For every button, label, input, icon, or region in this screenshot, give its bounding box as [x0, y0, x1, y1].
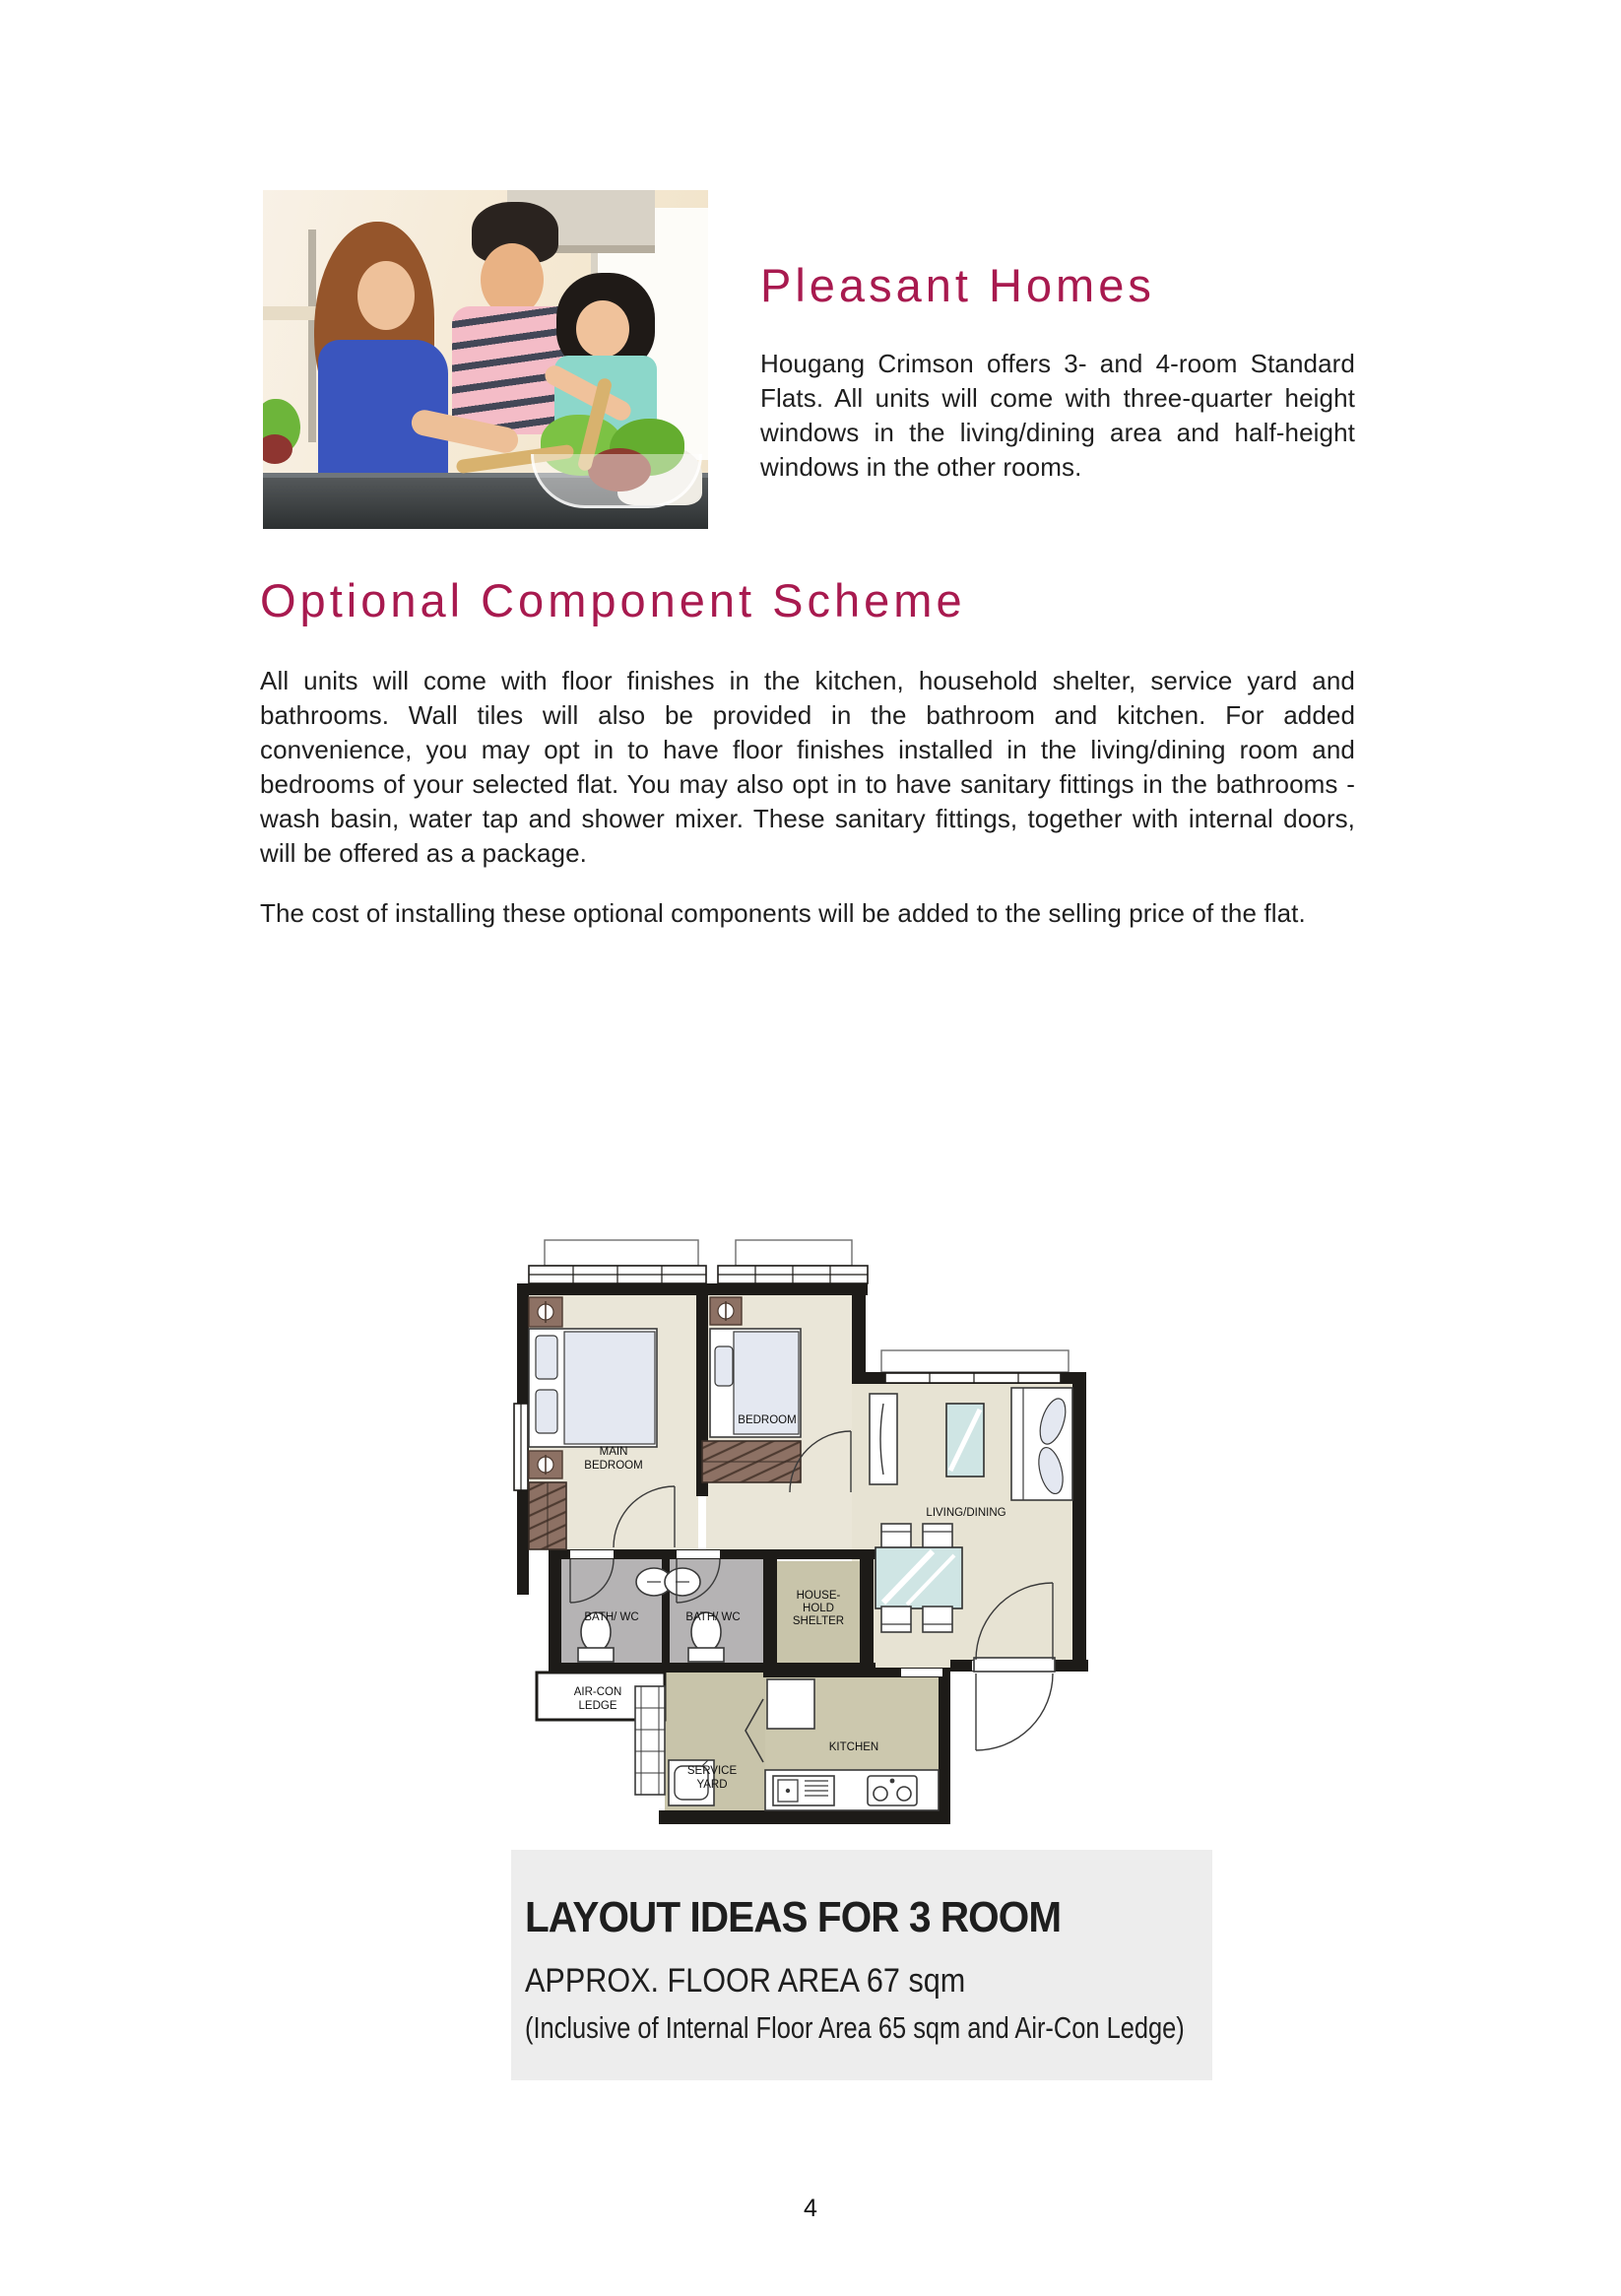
pleasant-homes-body: Hougang Crimson offers 3- and 4-room Standard Flats. All units will come with three-quarter height windows in the living/dining area and half-height windows in the other rooms. — [760, 349, 1355, 482]
caption-title: LAYOUT IDEAS FOR 3 ROOM — [525, 1893, 1062, 1941]
kitchen-counter — [765, 1770, 939, 1810]
caption-note: (Inclusive of Internal Floor Area 65 sqm and Air-Con Ledge) — [525, 2010, 1185, 2045]
label-aircon-ledge: AIR-CON — [573, 1686, 622, 1698]
page-number: 4 — [804, 2195, 817, 2222]
window-ledge — [881, 1350, 1069, 1372]
label-shelter: SHELTER — [792, 1615, 845, 1627]
salad-bowl — [531, 454, 702, 508]
optional-scheme-para1: All units will come with floor finishes in the kitchen, household shelter, service yard and bathrooms. Wall tiles will also be provided in the bathroom and kitchen. For added convenience, you may opt in to have floor finishes installed in the living/dining room and bedrooms of your selected flat. You may also opt in to have sanitary fittings in the bathrooms - wash basin, water tap and shower mixer. These sanitary fittings, together with internal doors, will be offered as a package. — [260, 666, 1355, 868]
label-bedroom: BEDROOM — [738, 1414, 797, 1426]
optional-scheme-title: Optional Component Scheme — [260, 574, 966, 626]
bedroom-window — [718, 1266, 868, 1283]
label-bath1: BATH/ WC — [584, 1611, 639, 1623]
label-living-dining: LIVING/DINING — [926, 1507, 1006, 1519]
drying-rack — [635, 1686, 665, 1795]
label-shelter: HOUSE- — [796, 1590, 841, 1602]
mother-figure — [357, 261, 415, 330]
label-shelter: HOLD — [803, 1603, 834, 1614]
label-main-bedroom: MAIN — [599, 1446, 628, 1458]
main-bedroom-side-window — [514, 1404, 528, 1490]
child-figure — [576, 300, 629, 358]
shelf — [263, 306, 322, 320]
window-ledge — [545, 1240, 698, 1266]
living-window — [885, 1373, 1061, 1383]
label-kitchen: KITCHEN — [828, 1741, 879, 1753]
fridge — [767, 1679, 814, 1729]
label-bath2: BATH/ WC — [685, 1611, 741, 1623]
floor-plan — [509, 1236, 1120, 1857]
label-aircon-ledge: LEDGE — [578, 1700, 617, 1712]
label-main-bedroom: BEDROOM — [584, 1460, 643, 1472]
optional-scheme-para2: The cost of installing these optional components will be added to the selling price of the flat. — [260, 898, 1306, 928]
label-service-yard: SERVICE — [686, 1765, 738, 1777]
father-figure — [481, 243, 544, 316]
window-ledge — [736, 1240, 852, 1266]
floor-plan-drawing — [509, 1236, 1120, 1857]
vegetables — [263, 434, 292, 464]
family-kitchen-photo — [263, 190, 708, 529]
pleasant-homes-title: Pleasant Homes — [760, 259, 1155, 311]
caption-floor-area: APPROX. FLOOR AREA 67 sqm — [525, 1962, 966, 2000]
label-service-yard: YARD — [696, 1779, 728, 1791]
floor-plan-caption — [511, 1850, 1212, 2080]
bedroom-window — [529, 1266, 706, 1283]
